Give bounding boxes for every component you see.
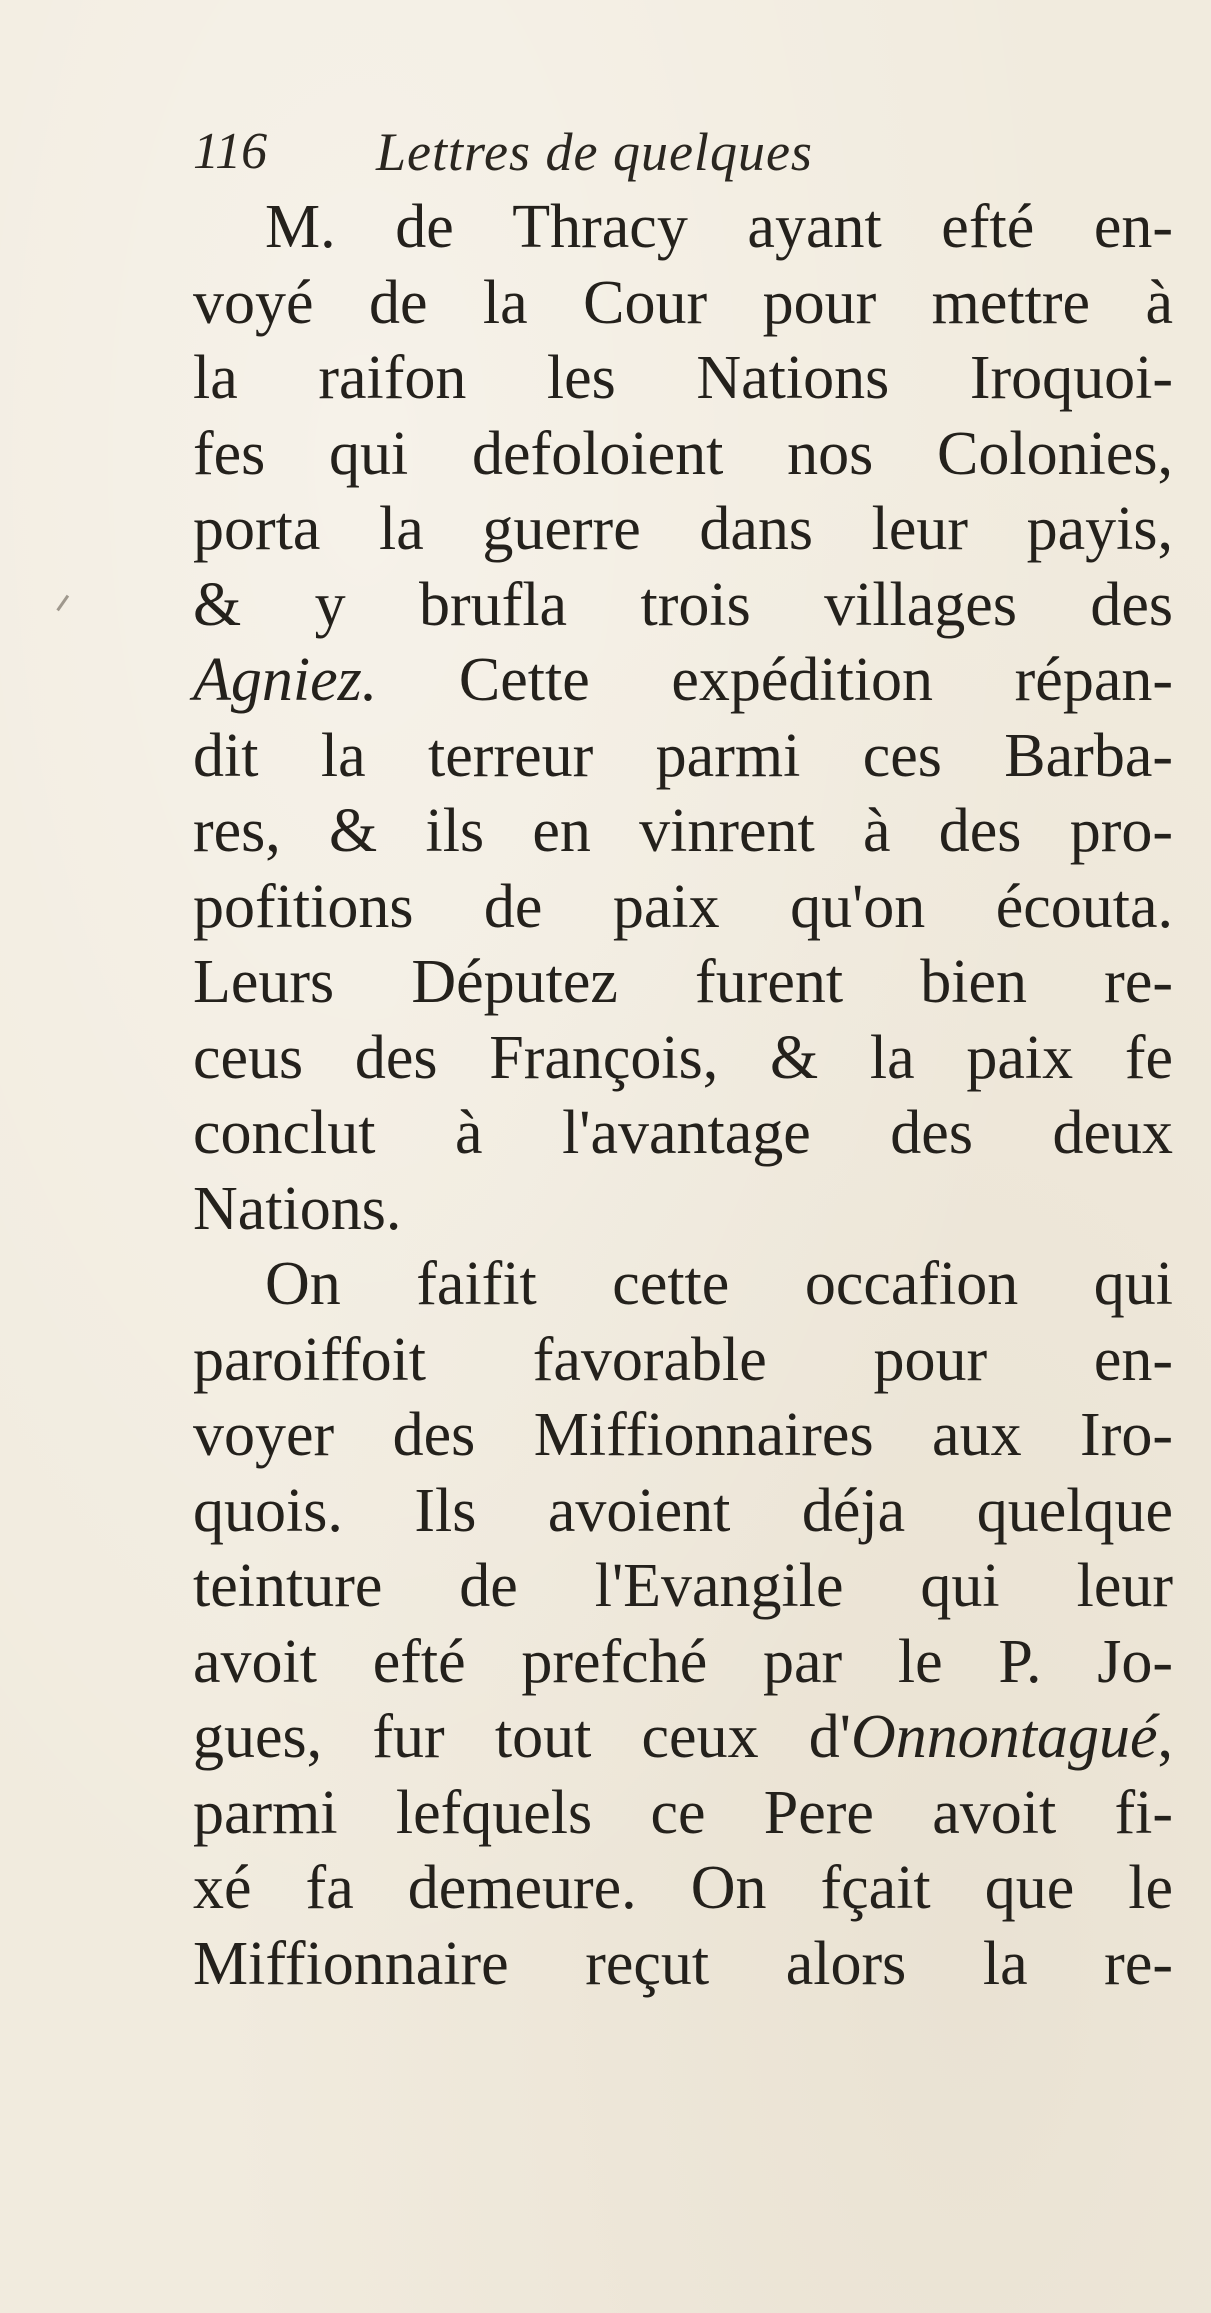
text-line: avoit efté prefché par le P. Jo- [193,1627,1173,1696]
text-line: Nations. [193,1174,402,1243]
text-line [193,643,1173,719]
text-line: Miffionnaire reçut alors la re- [193,1929,1173,1998]
text-segment: , [1157,1703,1173,1771]
text-line: voyer des Miffionnaires aux Iro- [193,1401,1173,1469]
text-line [193,1700,1173,1776]
italic-place-name: Onnontagué [850,1703,1158,1771]
text-line: On faifit cette occafion qui [265,1250,1173,1318]
running-title: Lettres de quelques [376,122,813,182]
page-number: 116 [193,123,268,180]
text-line: la raifon les Nations Iroquoi- [193,344,1173,412]
text-line: paroiffoit favorable pour en- [193,1325,1173,1394]
text-line: porta la guerre dans leur payis, [193,495,1173,563]
text-line: fes qui defoloient nos Colonies, [193,419,1173,488]
text-line: M. de Thracy ayant efté en- [265,193,1173,261]
page-header [193,112,1093,192]
text-line: xé fa demeure. On fçait que le [193,1854,1173,1922]
text-line: voyé de la Cour pour mettre à [193,268,1173,337]
paragraph-2 [193,1247,1173,2002]
italic-place-name: Agniez. [193,646,378,714]
text-line: parmi lefquels ce Pere avoit fi- [193,1778,1173,1847]
text-line: conclut à l'avantage des deux [193,1099,1173,1167]
text-line: ceus des François, & la paix fe [193,1023,1173,1092]
text-line: dit la terreur parmi ces Barba- [193,721,1173,790]
text-line: Leurs Députez furent bien re- [193,948,1173,1016]
text-line: & y brufla trois villages des [193,570,1173,639]
margin-mark [56,595,80,619]
paragraph-1 [193,190,1173,1247]
body-text [193,190,1173,2002]
text-segment: Cette expédition répan- [377,646,1173,714]
text-line: teinture de l'Evangile qui leur [193,1552,1173,1620]
text-line: res, & ils en vinrent à des pro- [193,797,1173,865]
text-segment: gues, fur tout ceux d' [193,1703,851,1771]
text-line: quois. Ils avoient déja quelque [193,1476,1173,1545]
text-line: pofitions de paix qu'on écouta. [193,872,1173,941]
